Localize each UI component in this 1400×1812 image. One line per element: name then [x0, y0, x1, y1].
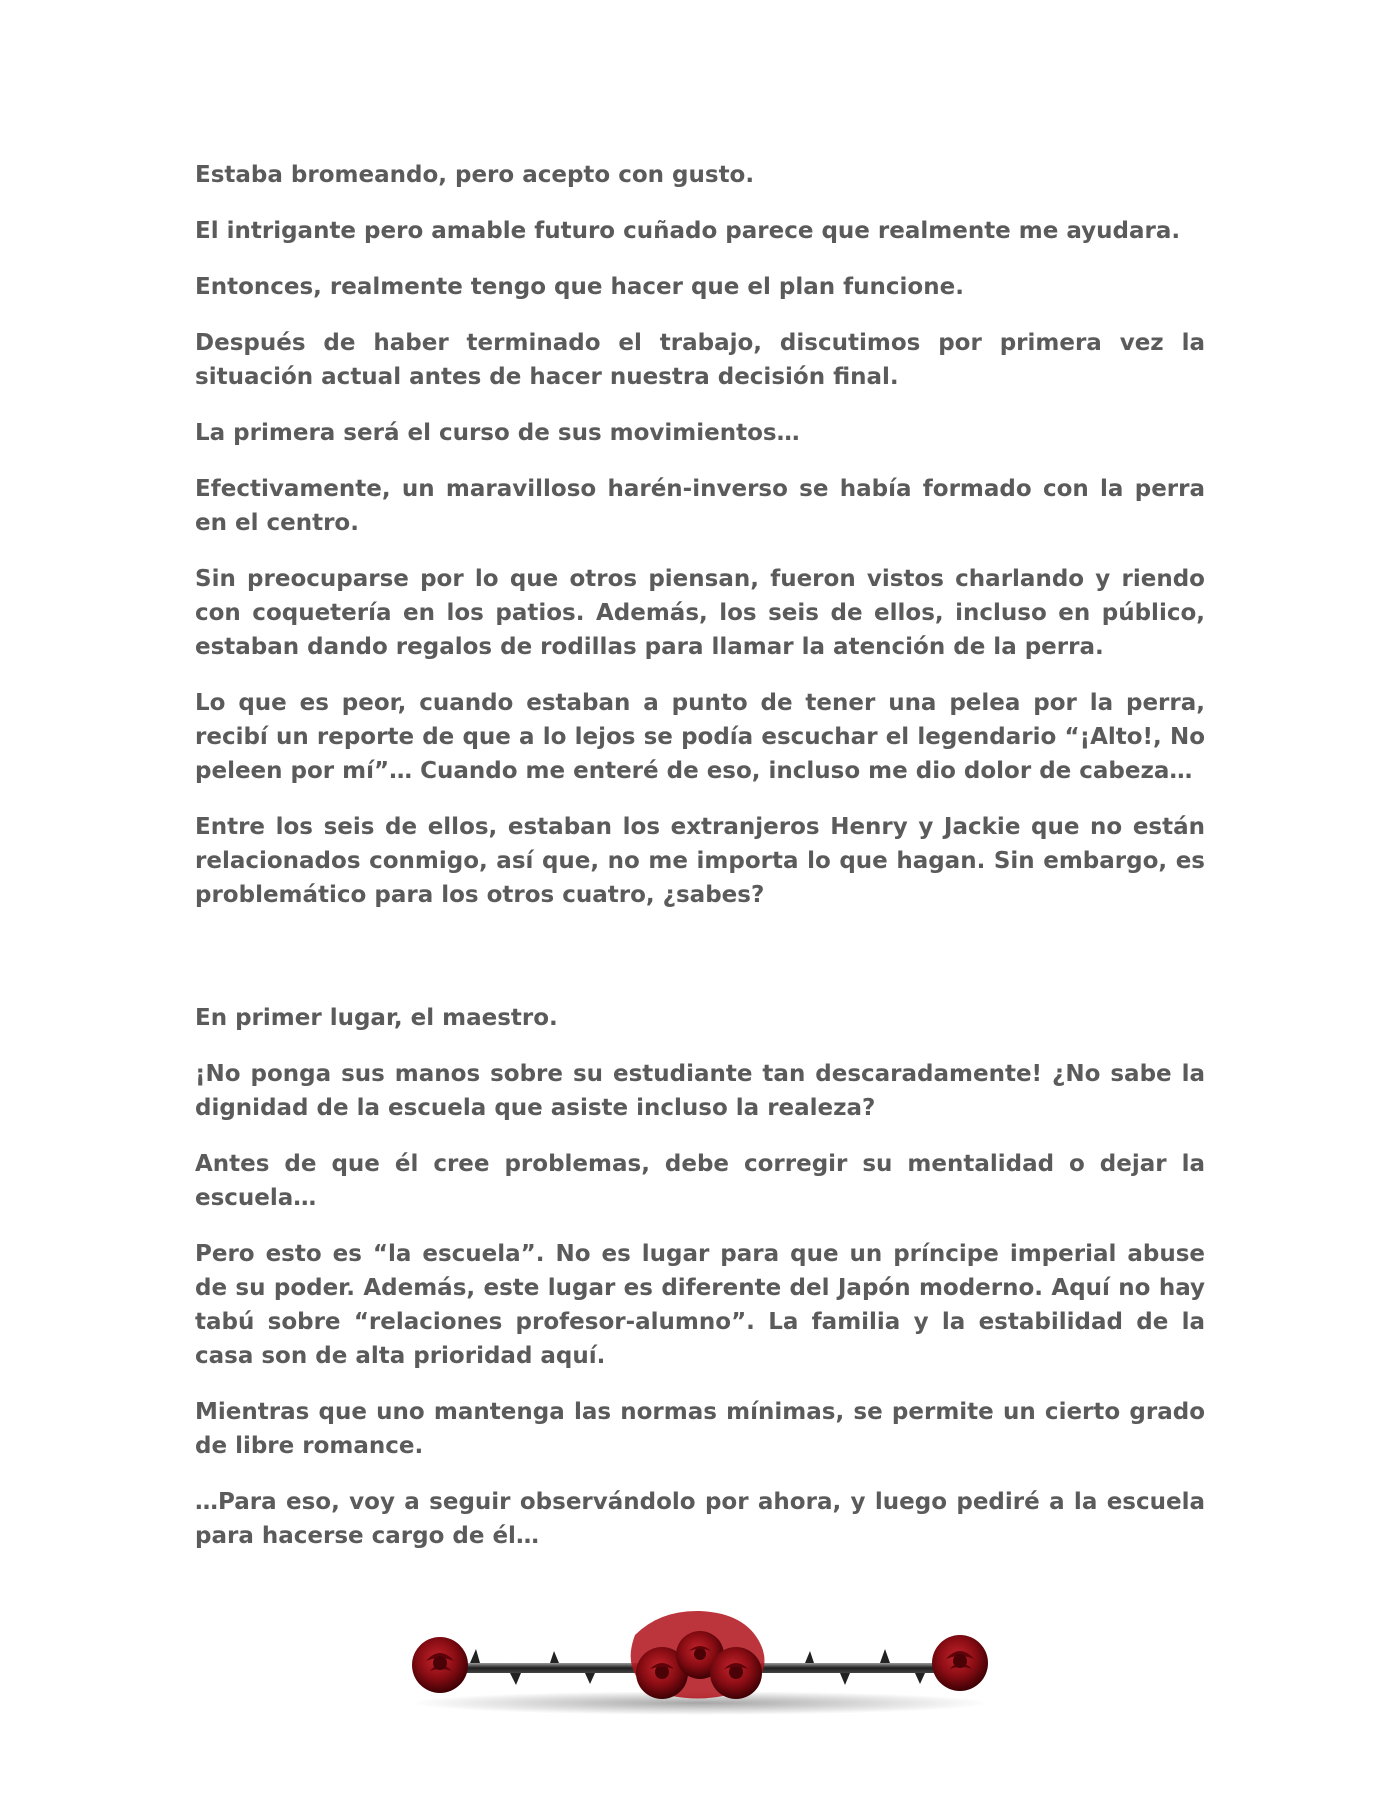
paragraph: Antes de que él cree problemas, debe corregir su mentalidad o dejar la escuela…	[195, 1151, 1205, 1211]
paragraph: …Para eso, voy a seguir observándolo por ahora, y luego pediré a la escuela para hacerse cargo de él…	[195, 1489, 1205, 1549]
paragraph: Sin preocuparse por lo que otros piensan, fueron vistos charlando y riendo con coquetería en los patios. Además, los seis de ellos, incluso en público, estaban dando regalos de rodillas para llamar la atención de la perra.	[195, 566, 1205, 660]
body-text	[195, 158, 1205, 1575]
paragraph: Pero esto es “la escuela”. No es lugar para que un príncipe imperial abuse de su poder. Además, este lugar es diferente del Japón moderno. Aquí no hay tabú sobre “relaciones profesor-alumno”. La familia y la estabilidad de la casa son de alta prioridad aquí.	[195, 1241, 1205, 1369]
paragraph: Efectivamente, un maravilloso harén-inverso se había formado con la perra en el centro.	[195, 476, 1205, 536]
paragraph: Estaba bromeando, pero acepto con gusto.	[195, 162, 755, 188]
paragraph: La primera será el curso de sus movimientos…	[195, 420, 800, 446]
paragraph: ¡No ponga sus manos sobre su estudiante tan descaradamente! ¿No sabe la dignidad de la escuela que asiste incluso la realeza?	[195, 1061, 1205, 1121]
paragraph: Mientras que uno mantenga las normas mínimas, se permite un cierto grado de libre romance.	[195, 1399, 1205, 1459]
rose-vine-divider-icon	[400, 1605, 1000, 1720]
paragraph: El intrigante pero amable futuro cuñado parece que realmente me ayudara.	[195, 218, 1181, 244]
paragraph: Entre los seis de ellos, estaban los extranjeros Henry y Jackie que no están relacionados conmigo, así que, no me importa lo que hagan. Sin embargo, es problemático para los otros cuatro, ¿sabes?	[195, 814, 1205, 908]
paragraph: En primer lugar, el maestro.	[195, 1005, 558, 1031]
paragraph: Después de haber terminado el trabajo, discutimos por primera vez la situación actual antes de hacer nuestra decisión final.	[195, 330, 1205, 390]
paragraph: Entonces, realmente tengo que hacer que el plan funcione.	[195, 274, 964, 300]
paragraph: Lo que es peor, cuando estaban a punto de tener una pelea por la perra, recibí un reporte de que a lo lejos se podía escuchar el legendario “¡Alto!, No peleen por mí”… Cuando me enteré de eso, incluso me dio dolor de cabeza…	[195, 690, 1205, 784]
